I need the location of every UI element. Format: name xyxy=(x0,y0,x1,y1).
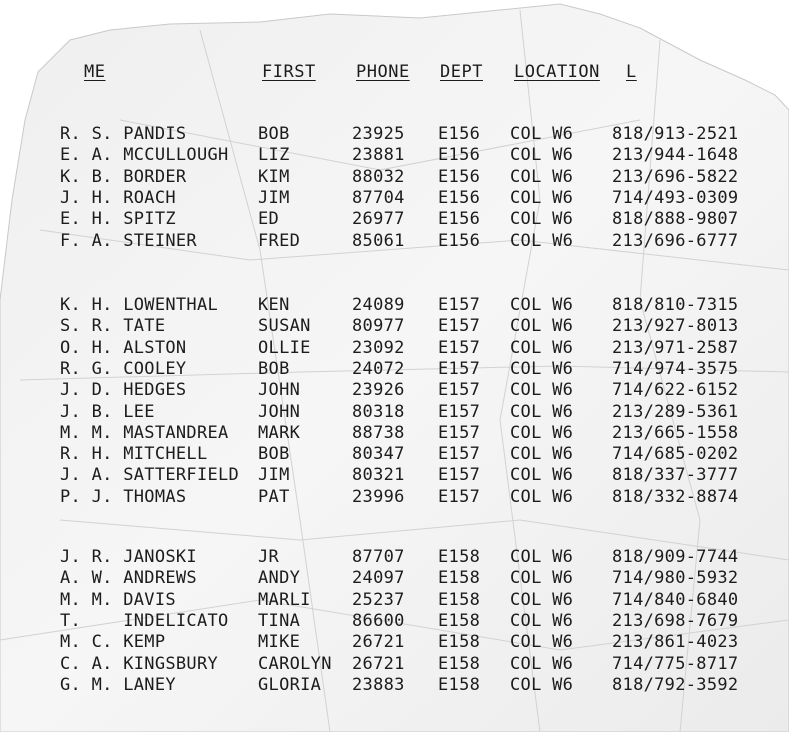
name-cell: O. H. ALSTON xyxy=(60,337,187,358)
location-cell: COL W6 xyxy=(510,124,574,144)
location-cell: COL W6 xyxy=(510,547,574,567)
first-name-cell: FRED xyxy=(258,230,301,251)
name-cell: E. A. MCCULLOUGH xyxy=(60,145,229,166)
directory-row xyxy=(0,188,789,210)
first-name-cell: JOHN xyxy=(258,380,301,401)
first-name-cell: ANDY xyxy=(258,568,301,589)
home-phone-cell: 213/289-5361 xyxy=(612,401,739,422)
header-first: FIRST xyxy=(262,62,316,82)
first-name-cell: MARK xyxy=(258,422,301,443)
header-phone: PHONE xyxy=(356,62,410,82)
name-cell: E. H. SPITZ xyxy=(60,209,176,230)
home-phone-cell: 213/971-2587 xyxy=(612,337,739,358)
location-cell: COL W6 xyxy=(510,422,574,443)
home-phone-cell: 818/792-3592 xyxy=(612,674,739,695)
phone-cell: 80977 xyxy=(352,316,405,337)
dept-cell: E156 xyxy=(438,166,481,187)
phone-cell: 25237 xyxy=(352,589,405,610)
location-cell: COL W6 xyxy=(510,401,574,422)
name-cell: F. A. STEINER xyxy=(60,230,197,251)
directory-row xyxy=(0,547,789,569)
home-phone-cell: 714/685-0202 xyxy=(612,444,739,465)
dept-cell: E158 xyxy=(438,610,481,631)
first-name-cell: SUSAN xyxy=(258,316,311,337)
phone-cell: 80321 xyxy=(352,465,405,486)
phone-cell: 23926 xyxy=(352,380,405,401)
dept-cell: E157 xyxy=(438,337,481,358)
name-cell: K. B. BORDER xyxy=(60,166,187,187)
home-phone-cell: 714/840-6840 xyxy=(612,589,739,610)
home-phone-cell: 714/622-6152 xyxy=(612,380,739,401)
home-phone-cell: 818/810-7315 xyxy=(612,295,739,315)
name-cell: R. G. COOLEY xyxy=(60,358,187,379)
dept-cell: E156 xyxy=(438,230,481,251)
directory-row xyxy=(0,675,789,697)
dept-cell: E157 xyxy=(438,422,481,443)
phone-cell: 24097 xyxy=(352,568,405,589)
dept-cell: E156 xyxy=(438,145,481,166)
phone-cell: 26721 xyxy=(352,653,405,674)
home-phone-cell: 213/696-6777 xyxy=(612,230,739,251)
header-dept: DEPT xyxy=(440,62,483,82)
dept-cell: E158 xyxy=(438,568,481,589)
location-cell: COL W6 xyxy=(510,230,574,251)
home-phone-cell: 213/698-7679 xyxy=(612,610,739,631)
home-phone-cell: 213/944-1648 xyxy=(612,145,739,166)
location-cell: COL W6 xyxy=(510,589,574,610)
dept-cell: E158 xyxy=(438,632,481,653)
name-cell: M. M. MASTANDREA xyxy=(60,422,229,443)
phone-cell: 23092 xyxy=(352,337,405,358)
first-name-cell: GLORIA xyxy=(258,674,322,695)
dept-cell: E157 xyxy=(438,465,481,486)
first-name-cell: KEN xyxy=(258,295,290,315)
first-name-cell: JR xyxy=(258,547,280,567)
phone-cell: 85061 xyxy=(352,230,405,251)
first-name-cell: OLLIE xyxy=(258,337,311,358)
directory-row xyxy=(0,231,789,253)
first-name-cell: BOB xyxy=(258,444,290,465)
location-cell: COL W6 xyxy=(510,653,574,674)
phone-cell: 88738 xyxy=(352,422,405,443)
phone-cell: 86600 xyxy=(352,610,405,631)
dept-cell: E158 xyxy=(438,589,481,610)
name-cell: T. INDELICATO xyxy=(60,610,229,631)
first-name-cell: BOB xyxy=(258,124,290,144)
phone-cell: 23881 xyxy=(352,145,405,166)
directory-row xyxy=(0,590,789,612)
directory-row xyxy=(0,568,789,590)
directory-row xyxy=(0,465,789,487)
first-name-cell: BOB xyxy=(258,358,290,379)
directory-row xyxy=(0,487,789,509)
dept-cell: E157 xyxy=(438,295,481,315)
first-name-cell: ED xyxy=(258,209,280,230)
directory-row xyxy=(0,124,789,146)
directory-row xyxy=(0,316,789,338)
dept-cell: E157 xyxy=(438,380,481,401)
dept-cell: E156 xyxy=(438,124,481,144)
location-cell: COL W6 xyxy=(510,187,574,208)
home-phone-cell: 818/909-7744 xyxy=(612,547,739,567)
home-phone-cell: 714/980-5932 xyxy=(612,568,739,589)
name-cell: G. M. LANEY xyxy=(60,674,176,695)
name-cell: C. A. KINGSBURY xyxy=(60,653,219,674)
directory-row xyxy=(0,632,789,654)
header-name: ME xyxy=(84,62,106,82)
first-name-cell: JIM xyxy=(258,187,290,208)
location-cell: COL W6 xyxy=(510,380,574,401)
phone-cell: 87707 xyxy=(352,547,405,567)
phone-cell: 23883 xyxy=(352,674,405,695)
dept-cell: E157 xyxy=(438,358,481,379)
name-cell: J. D. HEDGES xyxy=(60,380,187,401)
location-cell: COL W6 xyxy=(510,610,574,631)
first-name-cell: KIM xyxy=(258,166,290,187)
home-phone-cell: 714/974-3575 xyxy=(612,358,739,379)
header-last: L xyxy=(626,62,637,82)
name-cell: J. A. SATTERFIELD xyxy=(60,465,240,486)
location-cell: COL W6 xyxy=(510,166,574,187)
dept-cell: E157 xyxy=(438,444,481,465)
first-name-cell: PAT xyxy=(258,486,290,507)
location-cell: COL W6 xyxy=(510,358,574,379)
dept-cell: E158 xyxy=(438,674,481,695)
home-phone-cell: 213/927-8013 xyxy=(612,316,739,337)
directory-row xyxy=(0,295,789,317)
directory-row xyxy=(0,423,789,445)
directory-row xyxy=(0,209,789,231)
directory-row xyxy=(0,402,789,424)
name-cell: M. C. KEMP xyxy=(60,632,166,653)
home-phone-cell: 818/913-2521 xyxy=(612,124,739,144)
name-cell: R. S. PANDIS xyxy=(60,124,187,144)
phone-cell: 88032 xyxy=(352,166,405,187)
first-name-cell: JOHN xyxy=(258,401,301,422)
directory-row xyxy=(0,167,789,189)
first-name-cell: TINA xyxy=(258,610,301,631)
home-phone-cell: 714/775-8717 xyxy=(612,653,739,674)
directory-row xyxy=(0,654,789,676)
name-cell: R. H. MITCHELL xyxy=(60,444,208,465)
home-phone-cell: 213/861-4023 xyxy=(612,632,739,653)
first-name-cell: JIM xyxy=(258,465,290,486)
phone-cell: 87704 xyxy=(352,187,405,208)
name-cell: M. M. DAVIS xyxy=(60,589,176,610)
phone-cell: 80347 xyxy=(352,444,405,465)
first-name-cell: MIKE xyxy=(258,632,301,653)
home-phone-cell: 213/665-1558 xyxy=(612,422,739,443)
directory-row xyxy=(0,359,789,381)
location-cell: COL W6 xyxy=(510,295,574,315)
location-cell: COL W6 xyxy=(510,674,574,695)
first-name-cell: CAROLYN xyxy=(258,653,332,674)
directory-row xyxy=(0,338,789,360)
dept-cell: E156 xyxy=(438,187,481,208)
home-phone-cell: 818/888-9807 xyxy=(612,209,739,230)
phone-cell: 80318 xyxy=(352,401,405,422)
name-cell: K. H. LOWENTHAL xyxy=(60,295,219,315)
phone-cell: 23996 xyxy=(352,486,405,507)
dept-cell: E157 xyxy=(438,401,481,422)
name-cell: J. R. JANOSKI xyxy=(60,547,197,567)
home-phone-cell: 714/493-0309 xyxy=(612,187,739,208)
phone-cell: 26977 xyxy=(352,209,405,230)
location-cell: COL W6 xyxy=(510,145,574,166)
home-phone-cell: 818/337-3777 xyxy=(612,465,739,486)
phone-cell: 24072 xyxy=(352,358,405,379)
location-cell: COL W6 xyxy=(510,209,574,230)
dept-cell: E157 xyxy=(438,486,481,507)
dept-cell: E156 xyxy=(438,209,481,230)
location-cell: COL W6 xyxy=(510,337,574,358)
phone-cell: 23925 xyxy=(352,124,405,144)
home-phone-cell: 818/332-8874 xyxy=(612,486,739,507)
directory-row xyxy=(0,444,789,466)
home-phone-cell: 213/696-5822 xyxy=(612,166,739,187)
name-cell: J. H. ROACH xyxy=(60,187,176,208)
dept-cell: E158 xyxy=(438,653,481,674)
directory-row xyxy=(0,145,789,167)
name-cell: J. B. LEE xyxy=(60,401,155,422)
name-cell: P. J. THOMAS xyxy=(60,486,187,507)
location-cell: COL W6 xyxy=(510,568,574,589)
first-name-cell: LIZ xyxy=(258,145,290,166)
first-name-cell: MARLI xyxy=(258,589,311,610)
directory-row xyxy=(0,611,789,633)
phone-cell: 26721 xyxy=(352,632,405,653)
column-headers xyxy=(0,62,789,90)
phone-cell: 24089 xyxy=(352,295,405,315)
location-cell: COL W6 xyxy=(510,465,574,486)
location-cell: COL W6 xyxy=(510,316,574,337)
location-cell: COL W6 xyxy=(510,486,574,507)
directory-row xyxy=(0,380,789,402)
location-cell: COL W6 xyxy=(510,632,574,653)
name-cell: A. W. ANDREWS xyxy=(60,568,197,589)
location-cell: COL W6 xyxy=(510,444,574,465)
name-cell: S. R. TATE xyxy=(60,316,166,337)
dept-cell: E157 xyxy=(438,316,481,337)
dept-cell: E158 xyxy=(438,547,481,567)
header-location: LOCATION xyxy=(514,62,600,82)
